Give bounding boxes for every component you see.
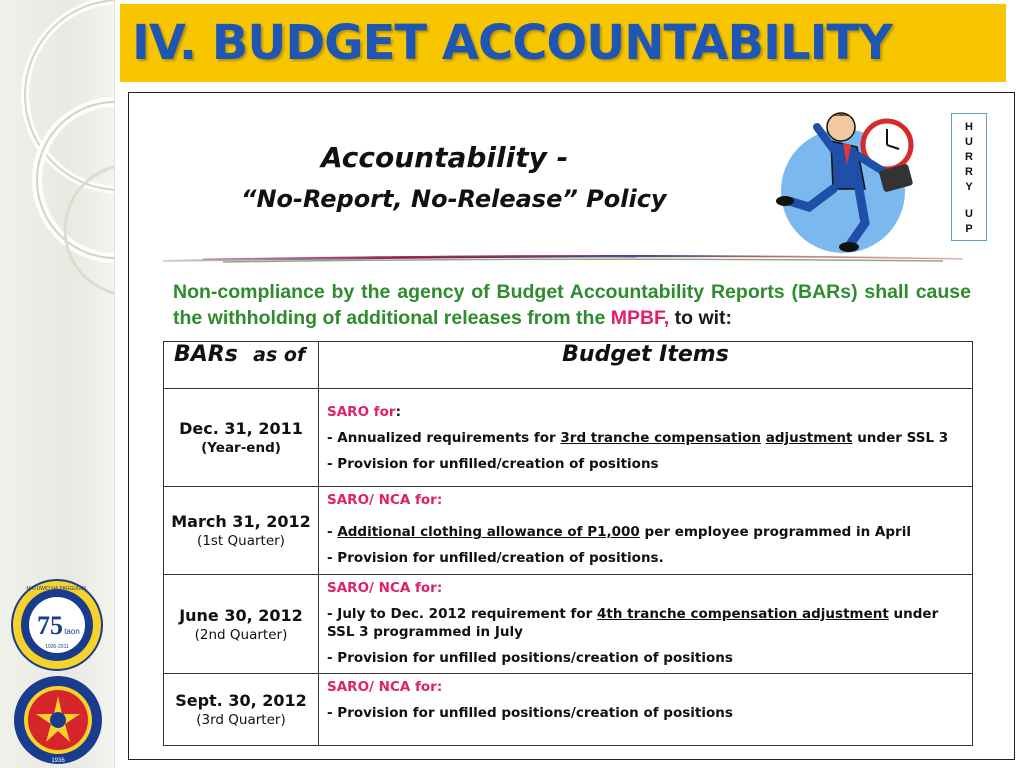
item-text: - July to Dec. 2012 requirement for — [327, 606, 597, 622]
header-bars: BARs — [174, 342, 238, 367]
hurry-letter: U — [965, 136, 973, 148]
budget-item-line — [327, 605, 964, 641]
budget-item-line — [327, 523, 964, 541]
header-as-of: as of — [253, 344, 306, 366]
item-text-underlined: 4th tranche compensation adjustment — [596, 606, 889, 622]
bar-date: June 30, 2012 — [179, 605, 303, 625]
hurry-letter: R — [965, 166, 973, 178]
saro-label: SARO/ NCA for: — [327, 679, 443, 695]
hurry-letter: H — [965, 121, 973, 133]
item-text: - — [327, 524, 338, 540]
item-text: - Annualized requirements for — [327, 430, 561, 446]
intro-highlight-mpbf: MPBF, — [610, 307, 670, 329]
bar-date: March 31, 2012 — [171, 512, 311, 531]
table-row — [164, 674, 973, 746]
item-text-underlined: adjustment — [765, 430, 853, 446]
budget-item-line: - Provision for unfilled/creation of positions — [327, 456, 659, 472]
hurry-gap — [952, 195, 986, 207]
date-cell — [164, 389, 319, 487]
intro-text-end: to wit: — [669, 307, 733, 329]
item-text: per employee programmed in April — [639, 524, 911, 540]
bar-date: Sept. 30, 2012 — [175, 691, 307, 710]
header-budget-items: Budget Items — [319, 342, 973, 389]
item-text-underlined: Additional clothing allowance of P1,000 — [337, 524, 640, 540]
seal-75-word: taon — [64, 627, 80, 636]
bar-date: Dec. 31, 2011 — [179, 419, 303, 438]
hurry-letter: U — [965, 208, 973, 220]
hurry-letter: Y — [965, 181, 973, 193]
dbm-seal-year: 1936 — [51, 758, 65, 764]
budget-item-line — [327, 429, 964, 447]
intro-paragraph — [173, 279, 971, 331]
table-header-row — [164, 342, 973, 389]
hurry-letter: P — [965, 223, 973, 235]
table-row — [164, 575, 973, 674]
left-decorative-strip — [0, 0, 115, 768]
bar-period: (1st Quarter) — [197, 533, 285, 549]
intro-text: Non-compliance by the agency of Budget Accountability Reports (BARs) shall cause the withholding of additional releases from the — [173, 281, 971, 329]
saro-label — [327, 403, 964, 421]
slide-title: IV. BUDGET ACCOUNTABILITY — [132, 15, 892, 71]
heading-main: Accountability - — [321, 141, 569, 174]
items-cell — [319, 389, 973, 487]
item-text: under SSL 3 — [852, 430, 949, 446]
saro-colon: : — [395, 404, 401, 420]
table-row — [164, 487, 973, 575]
budget-item-line: - Provision for unfilled/creation of positions. — [327, 550, 664, 566]
item-text: under SSL 3 programmed in July — [327, 606, 939, 640]
budget-item-line: - Provision for unfilled positions/creation of positions — [327, 650, 733, 666]
date-cell — [164, 487, 319, 575]
item-text-underlined: 3rd tranche compensation — [560, 430, 761, 446]
budget-item-line: - Provision for unfilled positions/creation of positions — [327, 705, 733, 721]
saro-label-text: SARO for — [327, 404, 396, 420]
saro-label: SARO/ NCA for: — [327, 492, 443, 508]
hurry-letter: R — [965, 151, 973, 163]
heading-sub: “No-Report, No-Release” Policy — [241, 185, 667, 213]
seal-75-number: 75 — [37, 611, 63, 640]
decorative-rings — [0, 0, 115, 300]
seal-75-years: 1936-2011 — [45, 644, 69, 650]
table-row — [164, 389, 973, 487]
bar-period: (3rd Quarter) — [196, 712, 286, 728]
date-cell — [164, 575, 319, 674]
hurrying-man-clipart — [769, 105, 929, 255]
items-cell — [319, 674, 973, 746]
saro-label: SARO/ NCA for: — [327, 580, 443, 596]
bar-period: (Year-end) — [201, 440, 281, 456]
dbm-seal — [12, 674, 104, 766]
bars-table — [163, 341, 973, 746]
75th-anniversary-seal — [10, 578, 104, 672]
title-bar — [120, 4, 1006, 82]
header-bars-as-of — [164, 342, 319, 389]
slide-content-frame — [128, 92, 1015, 760]
hurry-up-box — [951, 113, 987, 241]
date-cell — [164, 674, 319, 746]
bar-period: (2nd Quarter) — [194, 626, 288, 643]
seal-75-motto: MATUWID NA PAGGUGOL — [26, 586, 88, 592]
items-cell — [319, 575, 973, 674]
items-cell — [319, 487, 973, 575]
